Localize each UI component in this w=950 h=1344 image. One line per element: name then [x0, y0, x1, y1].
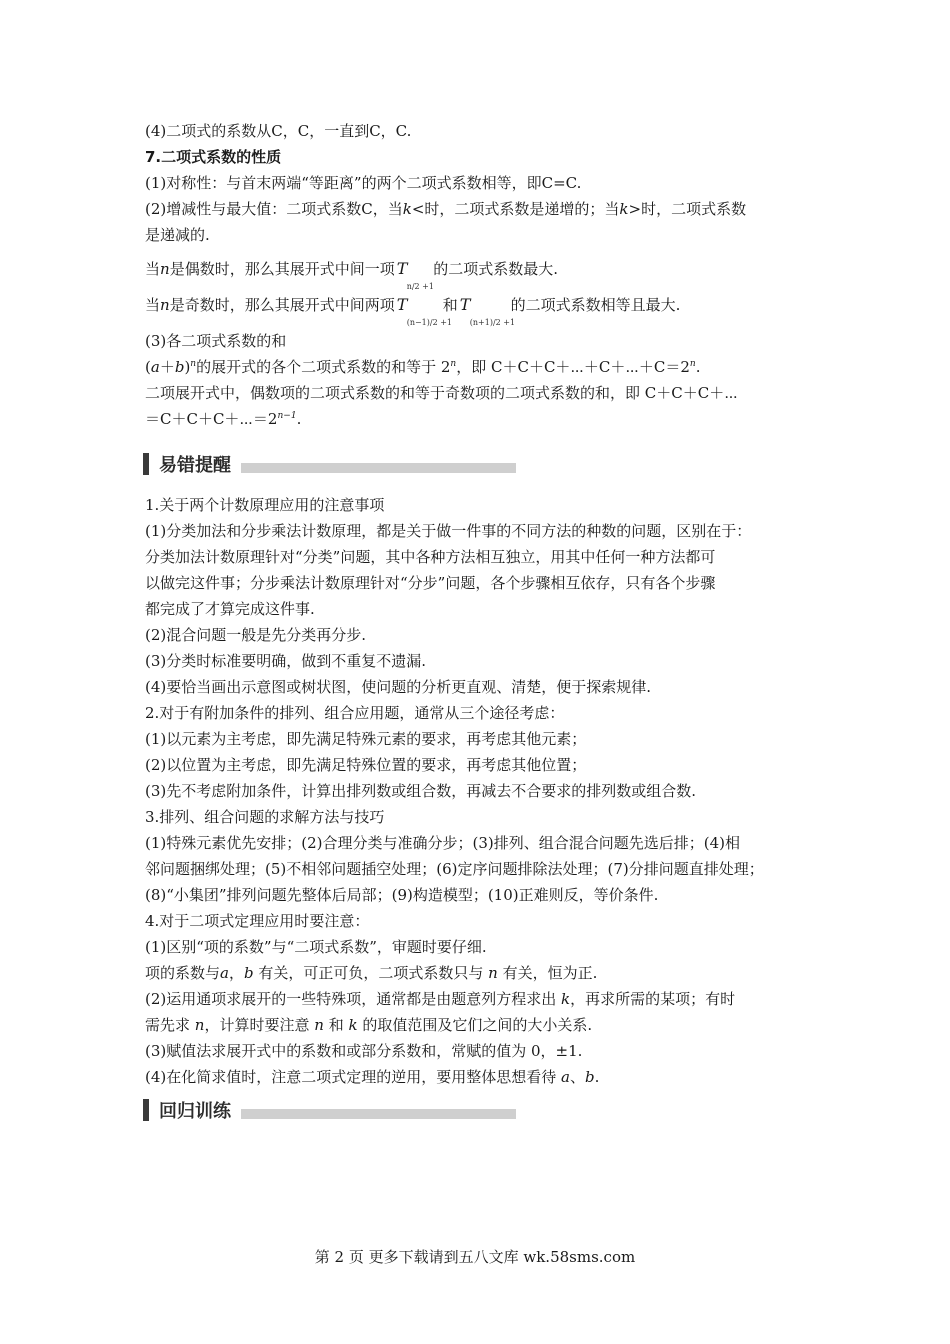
section-title: 易错提醒 — [159, 455, 231, 476]
text-line: 项的系数与a，b 有关，可正可负，二项式系数只与 n 有关，恒为正. — [145, 964, 598, 982]
text-line: (2)增减性与最大值：二项式系数C，当k<时，二项式系数是递增的；当k>时，二项式系数 — [145, 200, 747, 218]
document-body — [145, 118, 815, 1138]
text-line: (3)各二项式系数的和 — [145, 332, 287, 350]
text-line: 3.排列、组合问题的求解方法与技巧 — [145, 808, 385, 826]
text-line: 4.对于二项式定理应用时要注意： — [145, 912, 370, 930]
odd-case-line: 当n是奇数时，那么其展开式中间两项 T (n−1)/2 +1 和 T (n+1)/2 +1 的二项式系数相等且最大. — [145, 292, 815, 318]
text-line: 邻问题捆绑处理；(5)不相邻问题插空处理；(6)定序问题排除法处理；(7)分排问题直排处理； — [145, 860, 764, 878]
text-line: (3)赋值法求展开式中的系数和或部分系数和，常赋的值为 0，±1. — [145, 1042, 583, 1060]
section-bar — [143, 1099, 149, 1121]
even-case-line: 当n是偶数时，那么其展开式中间一项 T n/2 +1 的二项式系数最大. — [145, 256, 815, 282]
text-line: 需先求 n，计算时要注意 n 和 k 的取值范围及它们之间的大小关系. — [145, 1016, 593, 1034]
text-line: 都完成了才算完成这件事. — [145, 600, 315, 618]
text-line: (1)对称性：与首末两端“等距离”的两个二项式系数相等，即C=C. — [145, 174, 582, 192]
text-line: (4)要恰当画出示意图或树状图，使问题的分析更直观、清楚，便于探索规律. — [145, 678, 652, 696]
heading-binomial-properties: 7.二项式系数的性质 — [145, 148, 282, 166]
section-title: 回归训练 — [159, 1101, 231, 1122]
text-line: 以做完这件事；分步乘法计数原理针对“分步”问题，各个步骤相互依存，只有各个步骤 — [145, 574, 716, 592]
text-line: (3)先不考虑附加条件，计算出排列数或组合数，再减去不合要求的排列数或组合数. — [145, 782, 697, 800]
text-line: $(a+b)^n$的展开式的各个二项式系数的和等于 2$^n$，即 $C+C+C+\cdots+C+\cdots+C=2^n$. — [145, 358, 701, 376]
text-line: 2.对于有附加条件的排列、组合应用题，通常从三个途径考虑： — [145, 704, 565, 722]
text-line: (1)分类加法和分步乘法计数原理，都是关于做一件事的不同方法的种数的问题，区别在于： — [145, 522, 752, 540]
section-rule — [241, 1109, 516, 1119]
text-line: (2)以位置为主考虑，即先满足特殊位置的要求，再考虑其他位置； — [145, 756, 587, 774]
text-line: 是递减的. — [145, 226, 210, 244]
section-rule — [241, 463, 516, 473]
text-line: (1)区别“项的系数”与“二项式系数”，审题时要仔细. — [145, 938, 487, 956]
section-header-pitfalls — [143, 450, 815, 478]
middle-term-2: T (n+1)/2 +1 — [459, 295, 516, 327]
text-line: (8)“小集团”排列问题先整体后局部；(9)构造模型；(10)正难则反，等价条件. — [145, 886, 659, 904]
middle-term-1: T (n−1)/2 +1 — [396, 295, 453, 327]
text-line: (1)特殊元素优先安排；(2)合理分类与准确分步；(3)排列、组合混合问题先选后排；(4)相 — [145, 834, 740, 852]
text-line: (3)分类时标准要明确，做到不重复不遗漏. — [145, 652, 427, 670]
middle-term: T n/2 +1 — [396, 259, 434, 291]
text-line: $=C+C+C+\cdots=2^{n-1}$. — [145, 410, 302, 428]
text-line: 1.关于两个计数原理应用的注意事项 — [145, 496, 385, 514]
text-line: (1)以元素为主考虑，即先满足特殊元素的要求，再考虑其他元素； — [145, 730, 587, 748]
text-line: (4)二项式的系数从C，C，一直到C，C. — [145, 122, 412, 140]
text-line: (2)运用通项求展开的一些特殊项，通常都是由题意列方程求出 k，再求所需的某项；有时 — [145, 990, 736, 1008]
page-footer: 第 2 页 更多下载请到五八文库 wk.58sms.com — [314, 1248, 636, 1266]
section-bar — [143, 453, 149, 475]
text-line: 分类加法计数原理针对“分类”问题，其中各种方法相互独立，用其中任何一种方法都可 — [145, 548, 716, 566]
text-line: (2)混合问题一般是先分类再分步. — [145, 626, 367, 644]
text-line: 二项展开式中，偶数项的二项式系数的和等于奇数项的二项式系数的和，即 C＋C＋C＋⋯ — [145, 384, 738, 402]
section-header-review — [143, 1096, 815, 1124]
text-line: (4)在化简求值时，注意二项式定理的逆用，要用整体思想看待 a、b. — [145, 1068, 600, 1086]
